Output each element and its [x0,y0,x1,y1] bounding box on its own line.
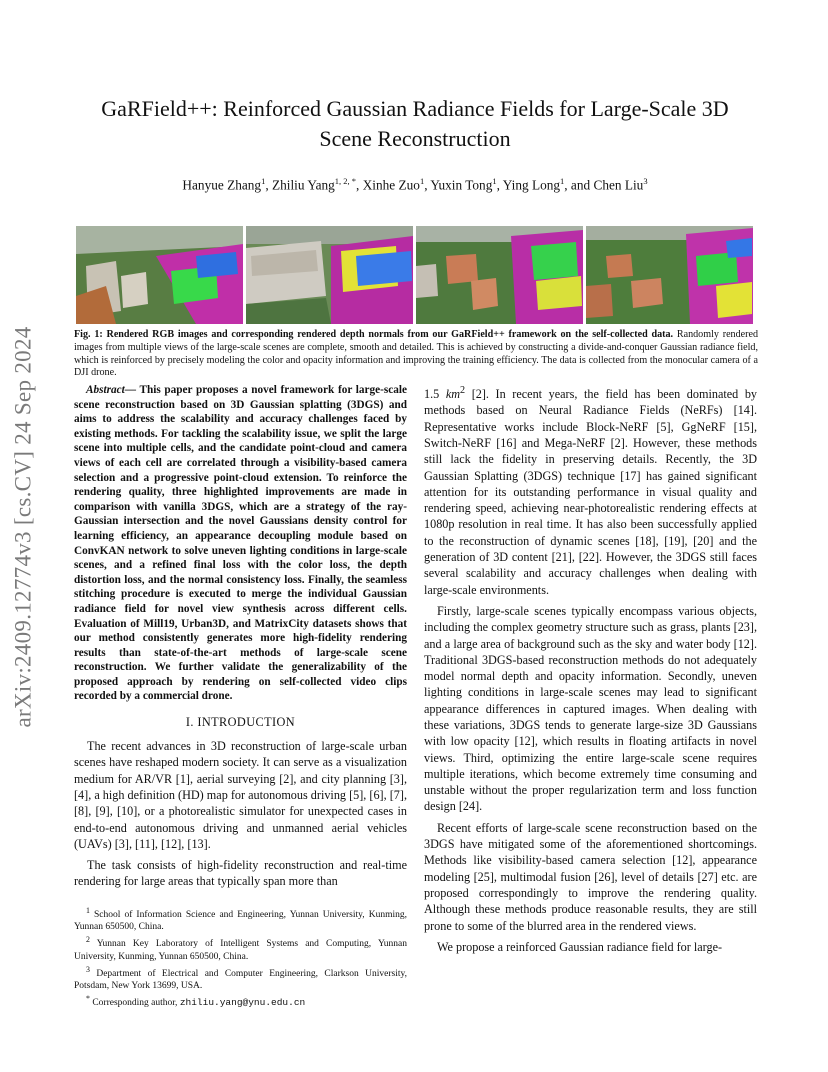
arxiv-stamp-text: arXiv:2409.12774v3 [cs.CV] 24 Sep 2024 [11,326,36,728]
author-affiliation: 1 [419,176,425,186]
author-affiliation: 1 [560,176,565,186]
footnote-mark: 1 [86,906,90,915]
author-name: Xinhe Zuo [362,177,420,193]
arxiv-stamp [4,292,44,762]
right-paragraph-2: Firstly, large-scale scenes typically encompass various objects, including the complex geometry structure such as grass, plants [23], and a large area of background such as the sky and water body [12]. Traditional 3DGS-based reconstruction methods do not adequately model normal depth and opacity information. Secondly, uneven lighting conditions in large-scale scenes may lead to significant appearance differences in captured images. When dealing with these variations, 3DGS tends to generate large-size 3D Gaussians with low opacity [12], which results in floating artifacts in novel views. Third, optimizing the entire large-scale scene requires multiple iterations, which become extremely time consuming and unstable without the proper regularization term and loss function design [24]. [424,603,757,814]
intro-paragraph-2: The task consists of high-fidelity reconstruction and real-time rendering for large areas that typically span more than [74,858,407,889]
author-separator: , [424,177,431,193]
author-separator: , [265,177,272,193]
caption-text: Randomly rendered images from multiple views of the large-scale scenes are complete, smooth and detailed. This is achieved by constructing a divide-and-conquer Gaussian radiance field, which is reinforced by precisely modeling the color and opacity information and improving the training efficiency. The data is collected from the monocular camera of a DJI drone. [74,329,759,379]
unit-exponent: 2 [460,385,466,396]
author-affiliation: 1 [261,176,266,186]
paragraph-text: 1.5 [424,387,446,402]
intro-paragraph-1: The recent advances in 3D reconstruction of large-scale urban scenes have reshaped modern society. It can serve as a visualization medium for AR/VR [1], aerial surveying [2], and city planning [3], [4], a high definition (HD) map for autonomous driving [5], [6], [7], [8], [9], [10], or a photorealistic simulator for unexpected cases in end-to-end autonomous driving and unmanned aerial vehicles (UAVs) [3], [11], [12], [13]. [74,739,407,851]
footnote-text: Department of Electrical and Computer Engineering, Clarkson University, Potsdam, New York 13699, USA. [74,968,407,991]
author-separator: , [356,177,363,193]
aerial-render-illustration [76,226,243,324]
footnote-mark: 2 [86,935,90,945]
figure-1-caption [74,329,758,380]
footnote-2 [74,934,407,962]
section-heading-introduction: I. INTRODUCTION [185,715,296,730]
author-name: Chen Liu [593,177,644,193]
footnote-text: Yunnan Key Laboratory of Intelligent Systems and Computing, Yunnan University, Kunming, Yunnan 650500, China. [74,939,407,962]
render-panel-3 [416,226,583,324]
render-panel-4 [586,226,753,324]
footnote-text: School of Information Science and Engineering, Yunnan University, Kunming, Yunnan 650500, China. [74,910,407,933]
title-line-1: GaRField++: Reinforced Gaussian Radiance Fields for Large-Scale 3D [101,96,729,121]
author-separator: , and [564,177,594,193]
author-list [80,172,750,194]
aerial-render-illustration [246,226,413,324]
footnote-corresponding [74,993,407,1009]
author-affiliation: 1, 2, * [334,176,357,186]
figure-1-image-strip [76,226,753,324]
right-column [424,383,757,960]
footnote-3 [74,964,407,992]
render-panel-1 [76,226,243,324]
abstract [74,383,407,704]
title-line-2: Scene Reconstruction [319,126,511,151]
paper-title [80,94,750,154]
author-name: Hanyue Zhang [182,177,262,193]
abstract-text: This paper proposes a novel framework for large-scale scene reconstruction based on 3D Gaussian splatting (3DGS) and aims to address the scalability and accuracy challenges faced by existing methods. For tackling the scalability issue, we split the large scene into multiple cells, and the candidate point-cloud and camera views of each cell are correlated through a visibility-based camera selection and a progressive point-cloud extension. To reinforce the rendering quality, three highlighted improvements are made in comparison with vanilla 3DGS, which are a strategy of the ray-Gaussian intersection and the novel Gaussians density control for learning efficiency, an appearance decoupling module based on ConvKAN network to solve uneven lighting conditions in large-scale scenes, and a refined final loss with the color loss, the depth distortion loss, and the normal consistency loss. Finally, the seamless stitching procedure is executed to merge the individual Gaussian radiance field for novel view synthesis across different cells. Evaluation of Mill19, Urban3D, and MatrixCity datasets shows that our method consistently generates more high-fidelity rendering results than state-of-the-art methods of large-scale scene reconstruction. We further validate the generalizability of the proposed approach by rendering on self-collected video clips recorded by a commercial drone. [74,384,407,703]
footnote-text: Corresponding author, [89,998,180,1009]
left-column [74,383,407,895]
right-paragraph-4: We propose a reinforced Gaussian radiance field for large- [437,939,723,954]
author-affiliation: 1 [492,176,497,186]
author-separator: , [496,177,503,193]
author-name: Zhiliu Yang [271,177,335,193]
abstract-dash: — [124,384,140,396]
right-paragraph-1 [424,383,757,598]
caption-label: Fig. 1: Rendered RGB images and corresponding rendered depth normals from our GaRField++ framework on the self-collected data. [74,329,674,340]
aerial-render-illustration [416,226,583,324]
footnote-mark: * [86,994,90,1004]
aerial-render-illustration [586,226,753,324]
render-panel-2 [246,226,413,324]
author-name: Yuxin Tong [430,177,493,193]
abstract-label: Abstract [86,384,125,396]
footnote-1 [74,905,407,933]
corresponding-email[interactable]: zhiliu.yang@ynu.edu.cn [179,997,306,1009]
unit-km: km [445,387,461,402]
author-affiliation: 3 [643,176,648,186]
footnote-mark: 3 [86,964,90,974]
right-paragraph-3: Recent efforts of large-scale scene reconstruction based on the 3DGS have mitigated some of the aforementioned shortcomings. Methods like visibility-based camera selection [12], appearance modeling [25], multimodal fusion [26], level of details [27] etc. are proposed correspondingly to improve the rendering quality. Although these methods produce reasonable results, they are still prone to some of the blurred area in the rendered views. [424,820,757,933]
footnotes [74,905,407,1010]
author-name: Ying Long [502,177,561,193]
paragraph-text: [2]. In recent years, the field has been dominated by methods based on Neural Radiance Fields (NeRFs) [14]. Representative works include Block-NeRF [5], GgNeRF [15], Switch-NeRF [16] and Mega-NeRF [2]. However, these methods still lack the fidelity in preserving details. Recently, the 3D Gaussian Splatting (3DGS) technique [17] has gained significant attention for its outstanding performance in visual quality and rendering speed, achieving near-photorealistic rendering effects at 1080p resolution in real time. It has also been successfully applied to the reconstruction of dynamic scenes [18], [19], [20] and the generation of 3D content [21], [22]. However, the 3DGS still faces several scalability and accuracy challenges when dealing with large-scale environments. [424,387,758,597]
